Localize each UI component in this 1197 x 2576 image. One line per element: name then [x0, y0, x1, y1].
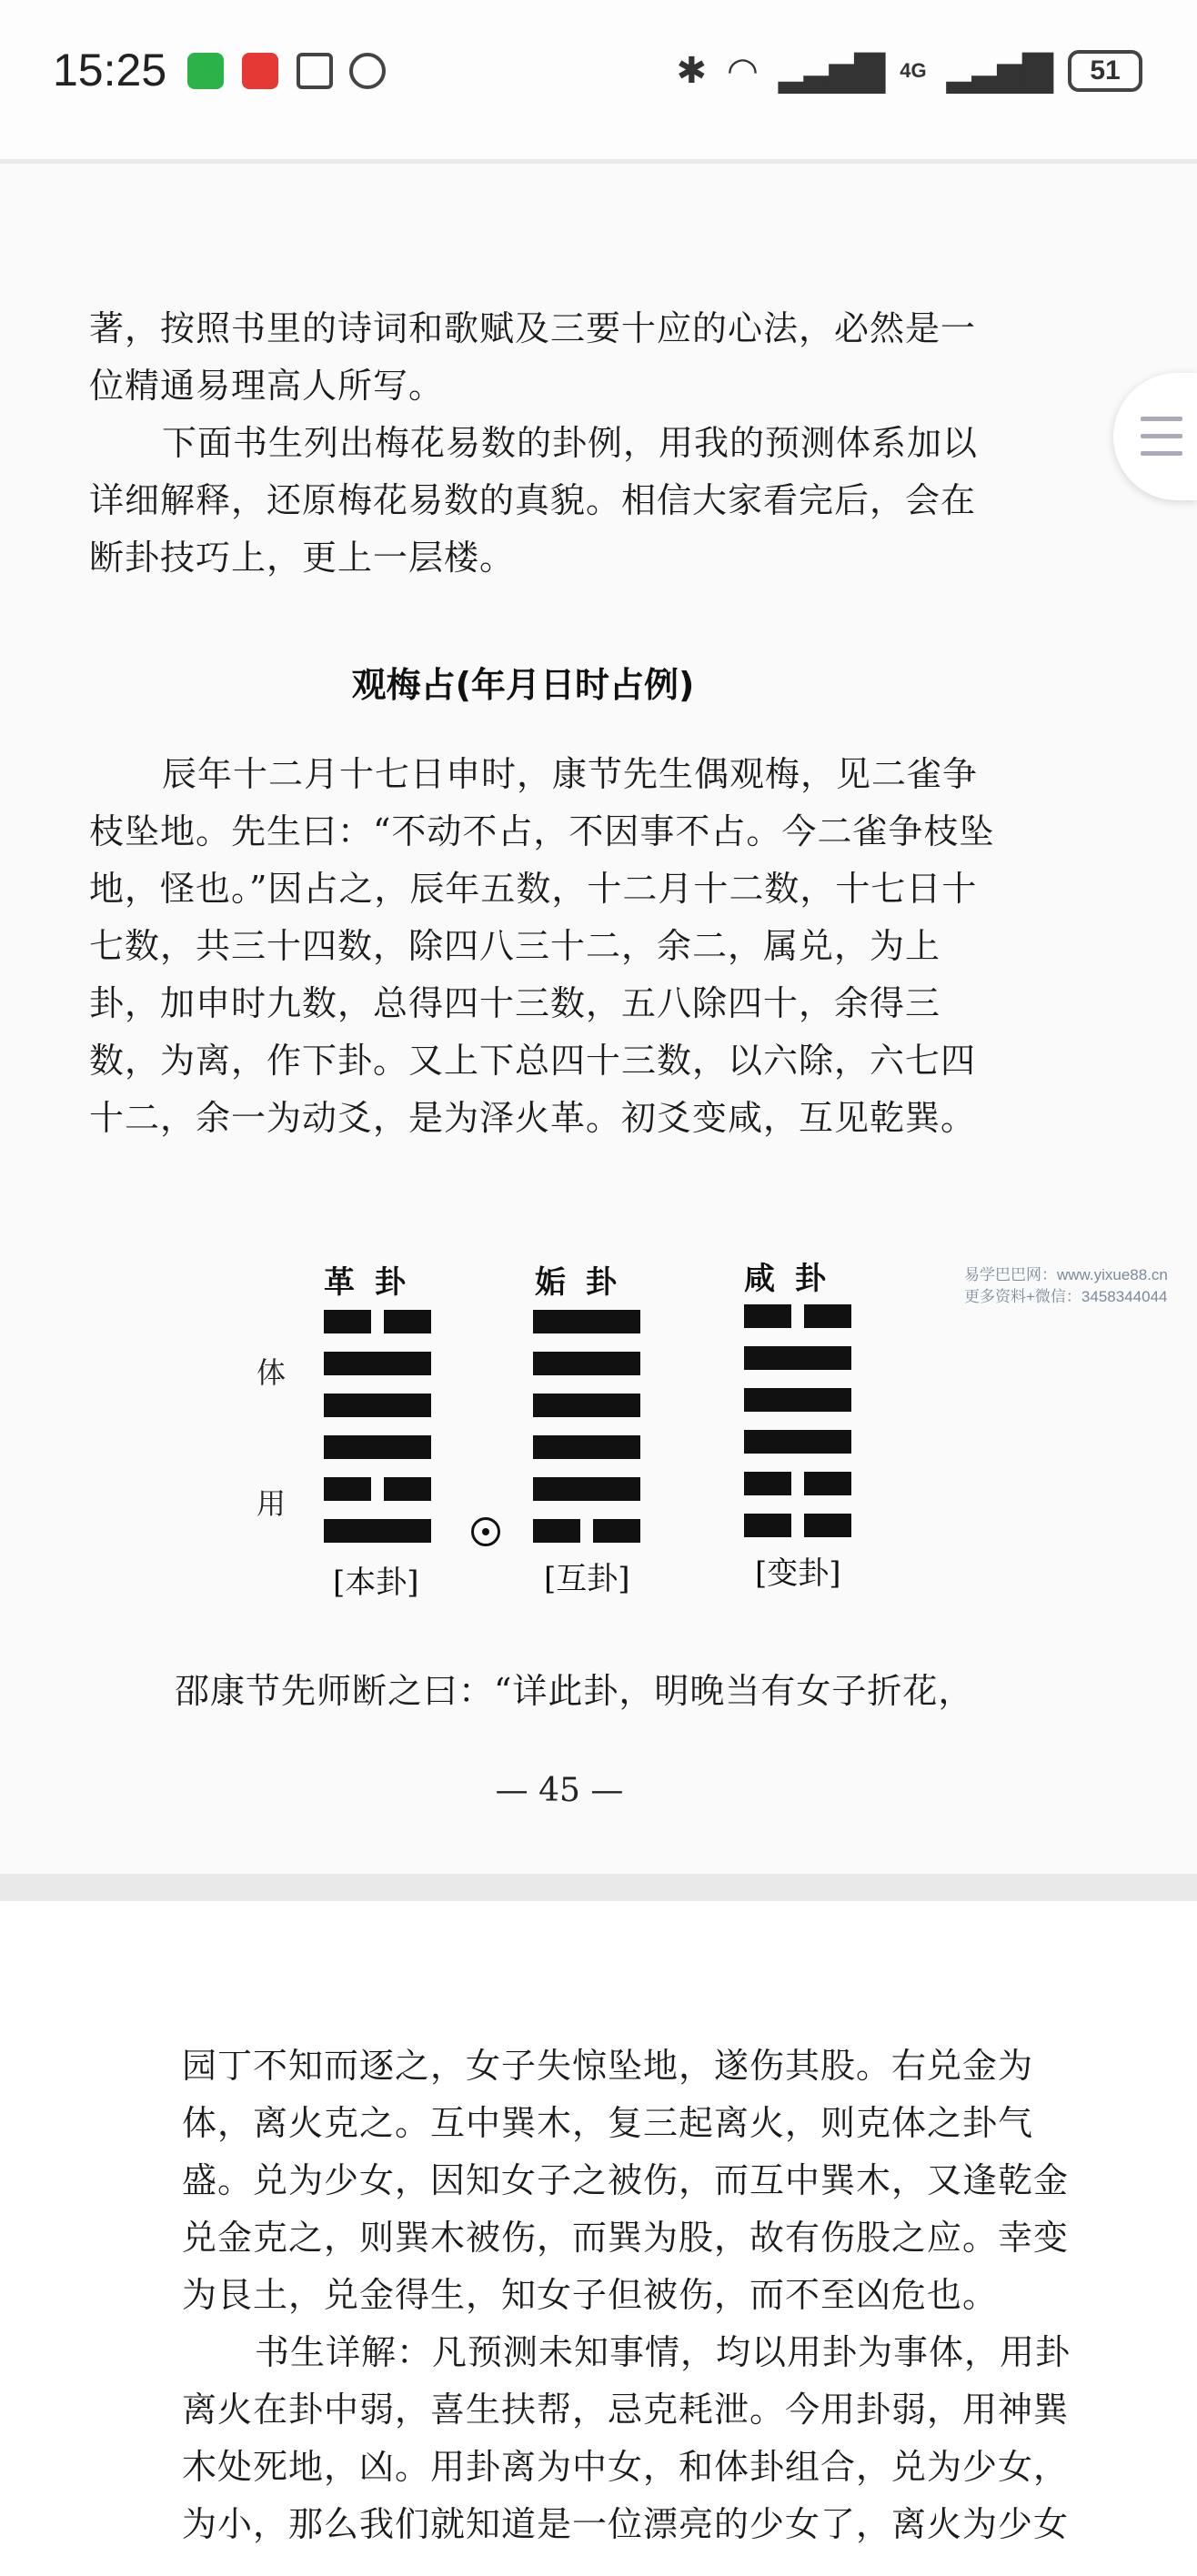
hexagram-title-xian: 咸卦 — [744, 1261, 846, 1297]
hexagram-2-line-3 — [744, 1430, 851, 1454]
paragraph-judgement: 邵康节先师断之曰：“详此卦，明晚当有女子折花， — [175, 1671, 974, 1711]
hexagram-0-line-1 — [324, 1352, 431, 1375]
nfc-icon — [297, 53, 333, 89]
paragraph-page2-line2: 书生详解：凡预测未知事情，均以用卦为事体，用卦离火在卦中弱，喜生扶帮，忌克耗泄。今用卦弱，用神巽木处死地，凶。用卦离为中女，和体卦组合，兑为少女，为小，那么我们就知道是一位漂亮的少女了，离火为少女 — [182, 2332, 1071, 2544]
paragraph-intro-line1: 著，按照书里的诗词和歌赋及三要十应的心法，必然是一位精通易理高人所写。 — [89, 308, 977, 406]
menu-icon-line — [1141, 417, 1182, 421]
paragraph-example-text: 辰年十二月十七日申时，康节先生偶观梅，见二雀争枝坠地。先生曰：“不动不占，不因事不占。今二雀争枝坠地，怪也。”因占之，辰年五数，十二月十二数，十七日十七数，共三十四数，除四八三十二，余二，属兑，为上卦，加申时九数，总得四十三数，五八除四十，余得三数，为离，作下卦。又上下总四十三数，以六除，六七四十二，余一为动爻，是为泽火革。初爻变咸，互见乾巽。 — [89, 754, 995, 1138]
menu-icon-line — [1141, 434, 1182, 438]
alarm-icon — [349, 53, 386, 89]
label-yong: 用 — [256, 1486, 287, 1521]
hexagram-2-line-2 — [744, 1388, 851, 1412]
hexagram-title-gou: 姤卦 — [535, 1264, 637, 1301]
paragraph-example — [89, 746, 1008, 1147]
network-type: 4G — [900, 58, 927, 82]
section-heading: 观梅占(年月日时占例) — [351, 665, 695, 705]
hexagram-label-hu: [互卦] — [544, 1561, 630, 1597]
hexagram-title-ge: 革卦 — [324, 1264, 426, 1301]
watermark-line1: 易学巴巴网：www.yixue88.cn — [964, 1266, 1168, 1283]
bluetooth-icon: ✱ — [676, 50, 708, 91]
status-time: 15:25 — [53, 45, 167, 96]
hexagram-0-line-4 — [324, 1477, 431, 1501]
hexagram-label-ben: [本卦] — [333, 1565, 419, 1601]
hexagram-0-line-0 — [324, 1310, 431, 1333]
hexagram-2-line-0 — [744, 1304, 851, 1328]
wifi-icon: ◠ — [727, 50, 759, 91]
app-notification-icon — [242, 53, 278, 89]
hexagram-2-line-4 — [744, 1472, 851, 1495]
moving-line-marker — [471, 1517, 500, 1546]
watermark-text — [964, 1264, 1168, 1308]
hexagram-1-line-1 — [533, 1352, 640, 1375]
paragraph-intro — [89, 300, 999, 587]
battery-indicator: 51 — [1068, 50, 1142, 92]
hexagram-2-line-5 — [744, 1514, 851, 1537]
hexagram-0-line-5 — [324, 1519, 431, 1543]
signal-4g-icon: ▂▃▅▇ — [946, 48, 1048, 93]
paragraph-page2-line1: 园丁不知而逐之，女子失惊坠地，遂伤其股。右兑金为体，离火克之。互中巽木，复三起离火，则克体之卦气盛。兑为少女，因知女子之被伤，而互中巽木，又逢乾金兑金克之，则巽木被伤，而巽为股，故有伤股之应。幸变为艮土，兑金得生，知女子但被伤，而不至凶危也。 — [182, 2046, 1070, 2315]
hexagram-1-line-0 — [533, 1310, 640, 1333]
hexagram-1-line-4 — [533, 1477, 640, 1501]
paragraph-intro-line2: 下面书生列出梅花易数的卦例，用我的预测体系加以详细解释，还原梅花易数的真貌。相信大家看完后，会在断卦技巧上，更上一层楼。 — [89, 423, 979, 578]
wechat-notification-icon — [187, 53, 224, 89]
watermark-line2: 更多资料+微信：3458344044 — [964, 1288, 1168, 1305]
hexagram-1-line-5 — [533, 1519, 640, 1543]
hexagram-0-line-3 — [324, 1435, 431, 1459]
paragraph-page2 — [182, 2038, 1091, 2553]
label-ti: 体 — [256, 1355, 287, 1390]
hexagram-label-bian: [变卦] — [755, 1555, 841, 1592]
hexagram-0-line-2 — [324, 1394, 431, 1417]
status-indicators — [677, 47, 1143, 94]
hexagram-2-line-1 — [744, 1346, 851, 1370]
menu-icon-line — [1141, 451, 1182, 456]
page-number: — 45 — — [495, 1772, 624, 1809]
hexagram-1-line-3 — [533, 1435, 640, 1459]
status-bar — [0, 0, 1197, 159]
signal-icon: ▂▃▅▇ — [778, 48, 880, 93]
hexagram-1-line-2 — [533, 1394, 640, 1417]
